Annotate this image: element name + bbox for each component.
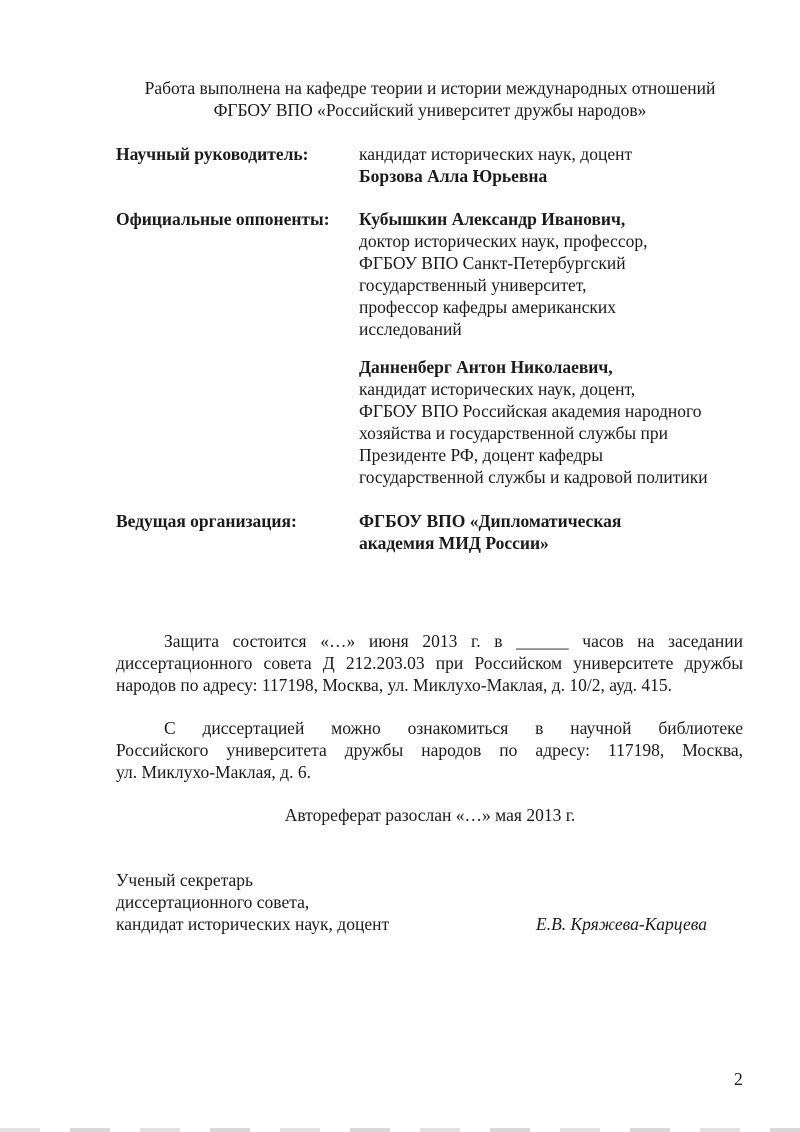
secretary-line: кандидат исторических наук, доцент — [116, 914, 390, 934]
leading-org-line: ФГБОУ ВПО «Дипломатическая — [359, 511, 622, 531]
library-line: С диссертацией можно ознакомиться в научной библиотеке — [164, 718, 743, 738]
defense-line: народов по адресу: 117198, Москва, ул. Миклухо-Маклая, д. 10/2, ауд. 415. — [116, 675, 673, 695]
mailing-date: Автореферат разослан «…» мая 2013 г. — [284, 805, 576, 825]
page-number: 2 — [734, 1069, 743, 1089]
opponent-first-name: Кубышкин Александр Иванович, — [359, 209, 626, 229]
leading-org-line: академия МИД России» — [359, 533, 549, 553]
work-performed-header — [100, 77, 760, 121]
leading-org-info — [359, 510, 621, 554]
defense-line: диссертационного совета Д 212.203.03 при Российском университете дружбы — [116, 653, 743, 673]
scan-bottom-edge — [0, 1128, 800, 1132]
opponent-second-line: кандидат исторических наук, доцент, — [359, 379, 636, 399]
secretary-block — [116, 869, 389, 935]
opponent-second — [359, 356, 708, 488]
secretary-line: Ученый секретарь — [116, 870, 253, 890]
opponent-second-line: хозяйства и государственной службы при — [359, 423, 668, 443]
secretary-line: диссертационного совета, — [116, 892, 310, 912]
library-line: ул. Миклухо-Маклая, д. 6. — [116, 762, 311, 782]
opponent-first-line: доктор исторических наук, профессор, — [359, 231, 648, 251]
library-paragraph — [116, 717, 743, 783]
header-line-department: Работа выполнена на кафедре теории и истории международных отношений — [144, 78, 716, 98]
supervisor-label: Научный руководитель: — [116, 144, 309, 164]
header-line-university: ФГБОУ ВПО «Российский университет дружбы народов» — [213, 100, 647, 120]
opponent-first-line: профессор кафедры американских — [359, 297, 616, 317]
opponent-second-line: Президенте РФ, доцент кафедры — [359, 445, 603, 465]
supervisor-name: Борзова Алла Юрьевна — [359, 166, 548, 186]
defense-line: Защита состоится «…» июня 2013 г. в ______ часов на заседании — [164, 631, 743, 651]
library-line: Российского университета дружбы народов по адресу: 117198, Москва, — [116, 740, 743, 760]
opponent-first-line: государственный университет, — [359, 275, 587, 295]
opponent-second-line: государственной службы и кадровой политики — [359, 467, 708, 487]
leading-org-label: Ведущая организация: — [116, 511, 297, 531]
secretary-signature-name: Е.В. Кряжева-Карцева — [536, 914, 707, 934]
opponents-label: Официальные оппоненты: — [116, 209, 330, 229]
opponent-first-line: ФГБОУ ВПО Санкт-Петербургский — [359, 253, 626, 273]
defense-paragraph — [116, 630, 743, 696]
opponent-second-name: Данненберг Антон Николаевич, — [359, 357, 613, 377]
opponent-first-line: исследований — [359, 319, 462, 339]
supervisor-info — [359, 143, 632, 187]
opponent-first — [359, 208, 647, 340]
opponent-second-line: ФГБОУ ВПО Российская академия народного — [359, 401, 702, 421]
supervisor-degree: кандидат исторических наук, доцент — [359, 144, 633, 164]
